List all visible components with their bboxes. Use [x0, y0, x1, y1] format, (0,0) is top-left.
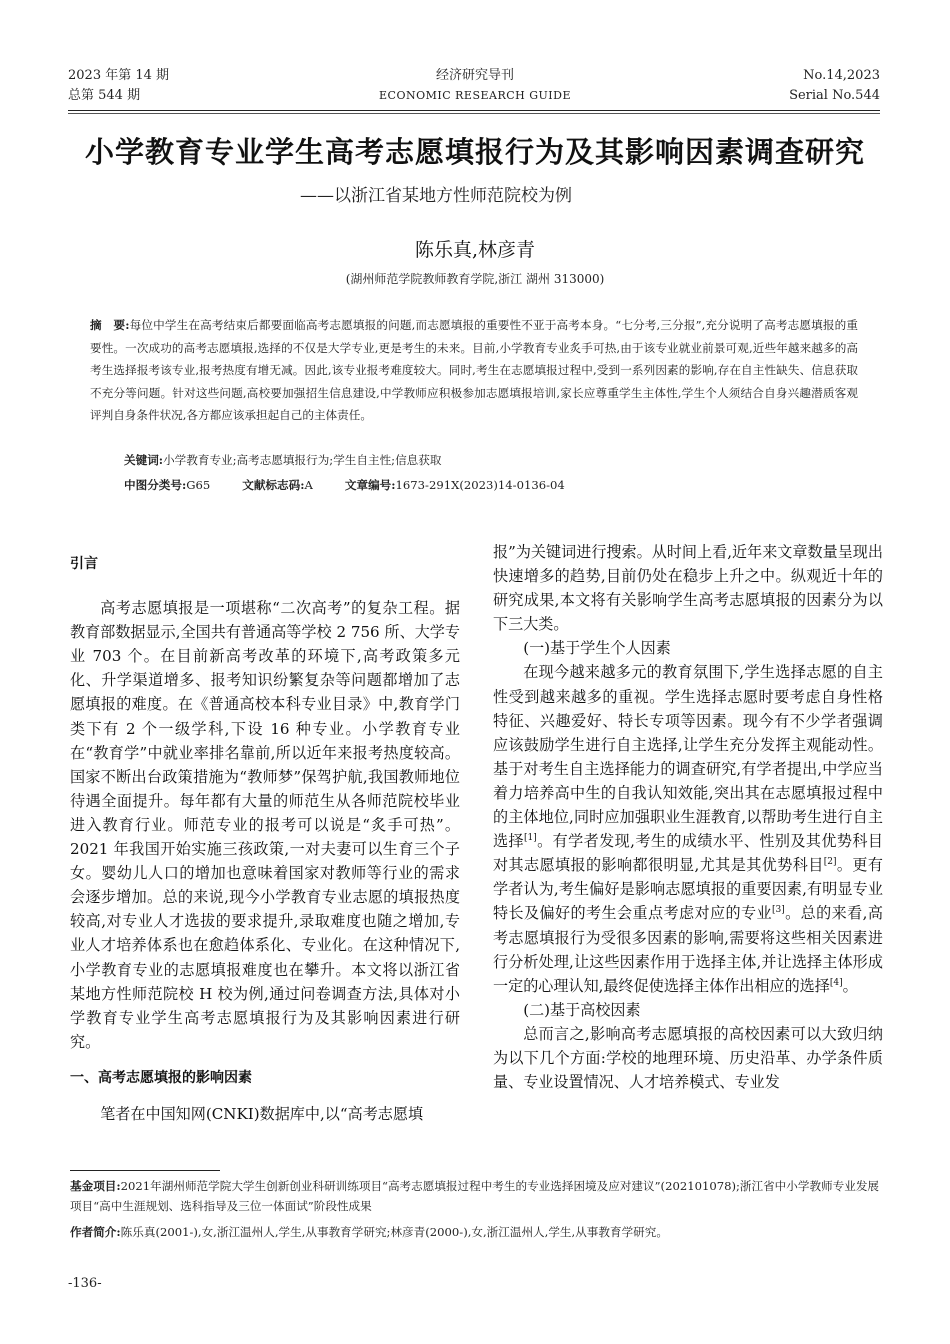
header-rule-thin [68, 113, 880, 114]
paper-affiliation: (湖州师范学院教师教育学院,浙江 湖州 313000) [345, 272, 605, 286]
header-journal-en: ECONOMIC RESEARCH GUIDE [379, 89, 571, 102]
continued-paragraph: 报”为关键词进行搜索。从时间上看,近年来文章数量呈现出快速增多的趋势,目前仍处在稳步上升之中。纵观近十年的研究成果,本文将有关影响学生高考志愿填报的因素分为以下三大类。 [493, 543, 883, 634]
article-no-value: 1673-291X(2023)14-0136-04 [395, 478, 565, 492]
ref-3[interactable]: [3] [772, 905, 785, 916]
sub1-text-c: 。更有学者认为,考生偏好是影响志愿填报的重要因素,有明显专业特长及偏好的考生会重点考虑对应的专业 [493, 856, 883, 923]
doc-code-label: 文献标志码: [242, 478, 305, 492]
article-no-label: 文章编号: [344, 478, 396, 492]
abstract-label: 摘 要: [90, 318, 130, 332]
author-bio-text: 陈乐真(2001-),女,浙江温州人,学生,从事教育学研究;林彦青(2000-),女,浙江温州人,学生,从事教育学研究。 [120, 1225, 668, 1239]
abstract-text: 每位中学生在高考结束后都要面临高考志愿填报的问题,而志愿填报的重要性不亚于高考本身。“七分考,三分报”,充分说明了高考志愿填报的重要性。一次成功的高考志愿填报,选择的不仅是大学专业,更是考生的未来。目前,小学教育专业炙手可热,由于该专业就业前景可观,近些年越来越多的高考生选择报考该专业,报考热度有增无减。因此,该专业报考难度较大。同时,考生在志愿填报过程中,受到一系列因素的影响,存在自主性缺失、信息获取不充分等问题。针对这些问题,高校要加强招生信息建设,中学教师应积极参加志愿填报培训,家长应尊重学生主体性,学生个人须结合自身兴趣潜质客观评判自身条件状况,各方都应该承担起自己的主体责任。 [90, 318, 858, 422]
classification [124, 477, 565, 493]
author-bio-label: 作者简介: [70, 1225, 121, 1239]
fund-label: 基金项目: [70, 1179, 121, 1193]
header-issue-year: 2023 年第 14 期 [68, 68, 170, 83]
paper-authors: 陈乐真,林彦青 [414, 239, 536, 261]
right-column [493, 540, 883, 1094]
abstract [90, 314, 858, 427]
subsection2-heading: (二)基于高校因素 [523, 1000, 641, 1019]
header-serial [789, 66, 880, 106]
paper-title: 小学教育专业学生高考志愿填报行为及其影响因素调查研究 [84, 135, 865, 169]
sub1-text-e: 。 [842, 976, 858, 995]
ref-4[interactable]: [4] [829, 977, 843, 988]
header-journal-cn: 经济研究导刊 [435, 68, 514, 83]
fund-text: 2021年湖州师范学院大学生创新创业科研训练项目“高考志愿填报过程中考生的专业选择困境及应对建议”(202101078);浙江省中小学教师专业发展项目“高中生涯规划、选科指导及三位一体面试”阶段性成果 [70, 1179, 880, 1213]
subsection1-heading: (一)基于学生个人因素 [523, 639, 671, 658]
footnote-fund [70, 1176, 880, 1216]
header-rule [68, 110, 880, 111]
header-serial-total: Serial No.544 [789, 88, 880, 103]
clc-value: G65 [186, 478, 211, 492]
section1-paragraph: 笔者在中国知网(CNKI)数据库中,以“高考志愿填 [100, 1104, 424, 1123]
clc-label: 中图分类号: [124, 478, 187, 492]
footnote-author [70, 1222, 880, 1242]
sub1-text-a: 在现今越来越多元的教育氛围下,学生选择志愿的自主性受到越来越多的重视。学生选择志愿时要考虑自身性格特征、兴趣爱好、特长专项等因素。现今有不少学者强调应该鼓励学生进行自主选择,让学生充分发挥主观能动性。基于对考生自主选择能力的调查研究,有学者提出,中学应当着力培养高中生的自我认知效能,突出其在志愿填报过程中的主体地位,同时应加强职业生涯教育,以帮助考生进行自主选择 [493, 663, 883, 851]
footnote-rule [70, 1170, 220, 1171]
left-column [70, 540, 460, 1126]
ref-2[interactable]: [2] [823, 857, 837, 868]
paper-subtitle: ——以浙江省某地方性师范院校为例 [300, 186, 572, 206]
intro-heading: 引言 [70, 556, 98, 572]
keywords [124, 452, 441, 468]
ref-1[interactable]: [1] [524, 833, 537, 844]
doc-code-value: A [304, 478, 313, 492]
keywords-text: 小学教育专业;高考志愿填报行为;学生自主性;信息获取 [163, 453, 442, 467]
section1-heading: 一、高考志愿填报的影响因素 [70, 1069, 252, 1086]
subsection1-paragraph [493, 660, 883, 997]
intro-paragraph: 高考志愿填报是一项堪称“二次高考”的复杂工程。据教育部数据显示,全国共有普通高等学校 2 756 所、大学专业 703 个。在目前新高考改革的环境下,高考政策多元化、升学渠道增多、报考知识纷繁复杂等问题都增加了志愿填报的难度。在《普通高校本科专业目录》中,教育学门类下有 2 个一级学科,下设 16 种专业。小学教育专业在“教育学”中就业率排名靠前,所以近年来报考热度较高。国家不断出台政策措施为“教师梦”保驾护航,我国教师地位待遇全面提升。每年都有大量的师范生从各师范院校毕业进入教育行业。师范专业的报考可以说是“炙手可热”。2021 年我国开始实施三孩政策,一对夫妻可以生育三个子女。婴幼儿人口的增加也意味着国家对教师等行业的需求会逐步增加。总的来说,现今小学教育专业志愿的填报热度较高,对专业人才选拔的要求提升,录取难度也随之增加,专业人才培养体系也在愈趋体系化、专业化。在这种情况下,小学教育专业的志愿填报难度也在攀升。本文将以浙江省某地方性师范院校 H 校为例,通过问卷调查方法,具体对小学教育专业学生高考志愿填报行为及其影响因素进行研究。 [70, 599, 460, 1051]
header-serial-no: No.14,2023 [803, 68, 880, 83]
page-number: -136- [68, 1276, 102, 1291]
sub1-text-d: 。总的来看,高考志愿填报行为受很多因素的影响,需要将这些相关因素进行分析处理,让这些因素作用于选择主体,并让选择主体形成一定的心理认知,最终促使选择主体作出相应的选择 [493, 904, 883, 995]
subsection2-paragraph: 总而言之,影响高考志愿填报的高校因素可以大致归纳为以下几个方面:学校的地理环境、历史沿革、办学条件质量、专业设置情况、人才培养模式、专业发 [493, 1024, 883, 1092]
header-issue-total: 总第 544 期 [68, 88, 141, 103]
sub1-text-b: 。有学者发现,考生的成绩水平、性别及其优势科目对其志愿填报的影响都很明显,尤其是其优势科目 [493, 832, 883, 875]
keywords-label: 关键词: [124, 453, 164, 467]
